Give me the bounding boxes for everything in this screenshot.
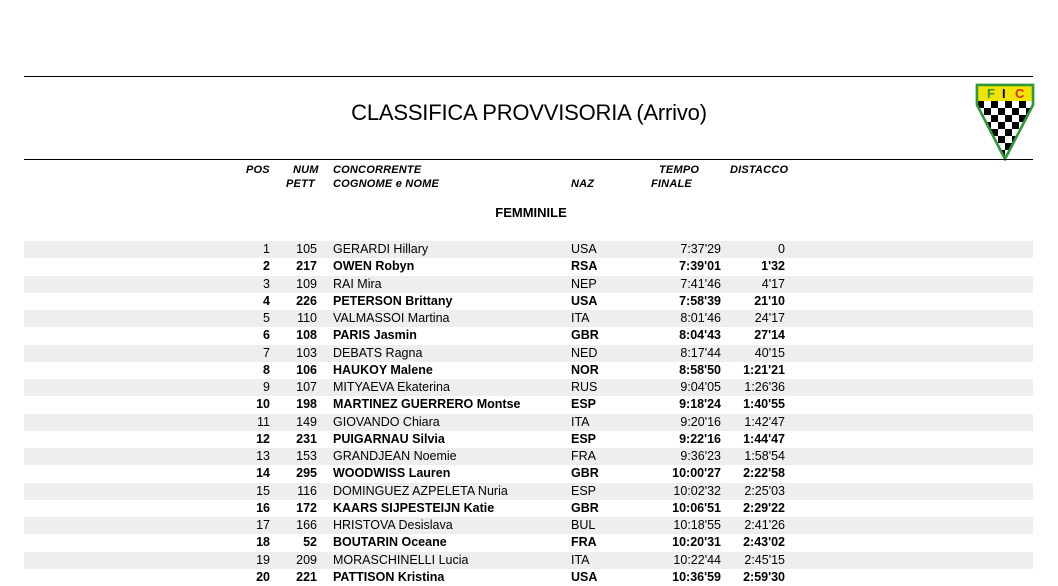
cell-pos: 3 [263, 276, 270, 291]
cell-bib: 107 [296, 380, 317, 394]
header-pos: POS [246, 164, 270, 176]
cell-gap: 1:42'47 [744, 414, 785, 429]
cell-bib: 166 [296, 518, 317, 532]
cell-bib: 109 [296, 276, 317, 291]
cell-time: 7:37'29 [680, 242, 721, 256]
cell-pos: 1 [263, 242, 270, 256]
table-row [24, 379, 1033, 396]
cell-time: 10:22'44 [673, 552, 721, 567]
table-row [24, 569, 1033, 586]
cell-nation: ESP [571, 431, 597, 446]
header-concorrente: CONCORRENTE [333, 164, 422, 176]
cell-pos: 20 [256, 569, 270, 584]
cell-name: BOUTARIN Oceane [333, 535, 447, 550]
cell-gap: 27'14 [754, 328, 785, 343]
cell-nation: GBR [571, 466, 599, 481]
cell-time: 10:36'59 [672, 569, 721, 584]
cell-pos: 6 [263, 328, 270, 343]
cell-time: 10:20'31 [672, 535, 721, 550]
cell-gap: 40'15 [754, 345, 785, 360]
cell-time: 7:58'39 [679, 293, 721, 308]
cell-gap: 21'10 [754, 293, 785, 308]
cell-nation: FRA [571, 449, 596, 463]
cell-pos: 15 [256, 483, 270, 498]
cell-name: HAUKOY Malene [333, 362, 433, 377]
cell-gap: 2:41'26 [744, 518, 785, 532]
cell-bib: 198 [296, 397, 317, 412]
cell-nation: BUL [571, 518, 596, 532]
cell-nation: ITA [571, 311, 590, 325]
cell-bib: 108 [296, 328, 317, 343]
cell-bib: 231 [296, 431, 317, 446]
cell-gap: 2:22'58 [743, 466, 785, 481]
cell-time: 9:22'16 [679, 431, 721, 446]
table-row [24, 552, 1033, 569]
table-row [24, 500, 1033, 517]
header-distacco: DISTACCO [730, 164, 789, 176]
cell-name: PETERSON Brittany [333, 293, 453, 308]
cell-name: PATTISON Kristina [333, 569, 445, 584]
cell-nation: FRA [571, 535, 597, 550]
cell-name: DEBATS Ragna [333, 345, 423, 360]
cell-pos: 7 [263, 345, 270, 360]
results-table [24, 241, 1033, 586]
cell-nation: USA [571, 293, 598, 308]
cell-bib: 221 [296, 569, 317, 584]
cell-gap: 1:44'47 [743, 431, 785, 446]
cell-pos: 2 [263, 259, 270, 274]
cell-pos: 11 [257, 414, 270, 429]
cell-name: PUIGARNAU Silvia [333, 431, 445, 446]
top-rule [24, 76, 1033, 77]
cell-name: VALMASSOI Martina [333, 311, 450, 325]
cell-gap: 1:40'55 [743, 397, 785, 412]
table-row [24, 362, 1033, 379]
fic-logo-icon [975, 83, 1035, 161]
cell-gap: 1:26'36 [744, 380, 785, 394]
cell-bib: 209 [296, 552, 317, 567]
cell-gap: 24'17 [754, 311, 785, 325]
section-title: FEMMINILE [495, 205, 567, 220]
cell-time: 10:02'32 [673, 483, 721, 498]
cell-pos: 16 [256, 500, 270, 515]
cell-name: WOODWISS Lauren [333, 466, 451, 481]
cell-pos: 12 [256, 431, 270, 446]
cell-time: 10:18'55 [673, 518, 721, 532]
cell-name: GIOVANDO Chiara [333, 414, 440, 429]
table-row [24, 241, 1033, 258]
cell-nation: GBR [571, 500, 599, 515]
cell-nation: USA [571, 569, 598, 584]
cell-gap: 1'32 [761, 259, 785, 274]
table-row [24, 276, 1033, 293]
page-title: CLASSIFICA PROVVISORIA (Arrivo) [351, 100, 707, 125]
cell-gap: 0 [778, 242, 785, 256]
table-row [24, 534, 1033, 551]
cell-pos: 19 [256, 552, 270, 567]
cell-nation: NED [571, 345, 598, 360]
cell-name: GERARDI Hillary [333, 242, 429, 256]
cell-time: 9:20'16 [680, 414, 721, 429]
cell-nation: RSA [571, 259, 598, 274]
cell-bib: 153 [296, 449, 317, 463]
svg-text:I: I [1002, 86, 1006, 101]
cell-pos: 9 [263, 380, 270, 394]
cell-gap: 2:29'22 [743, 500, 785, 515]
cell-pos: 14 [256, 466, 270, 481]
header-naz: NAZ [571, 178, 595, 190]
cell-nation: ITA [571, 552, 590, 567]
cell-name: PARIS Jasmin [333, 328, 417, 343]
cell-name: HRISTOVA Desislava [333, 518, 453, 532]
cell-time: 8:01'46 [680, 311, 721, 325]
cell-gap: 2:43'02 [743, 535, 785, 550]
cell-pos: 8 [263, 362, 270, 377]
table-row [24, 258, 1033, 275]
cell-pos: 17 [256, 518, 270, 532]
cell-time: 7:41'46 [680, 276, 721, 291]
svg-text:C: C [1015, 86, 1025, 101]
cell-gap: 1:21'21 [743, 362, 785, 377]
table-row [24, 448, 1033, 465]
cell-gap: 2:59'30 [743, 569, 785, 584]
svg-text:F: F [987, 86, 995, 101]
cell-time: 10:00'27 [672, 466, 721, 481]
cell-time: 9:04'05 [680, 380, 721, 394]
cell-bib: 295 [296, 466, 317, 481]
cell-name: MARTINEZ GUERRERO Montse [333, 397, 521, 412]
cell-time: 8:17'44 [680, 345, 721, 360]
table-row [24, 396, 1033, 413]
cell-name: MORASCHINELLI Lucia [333, 552, 469, 567]
header-num: NUM [293, 164, 319, 176]
cell-bib: 106 [296, 362, 317, 377]
cell-nation: RUS [571, 380, 598, 394]
table-row [24, 465, 1033, 482]
cell-nation: NOR [571, 362, 599, 377]
cell-pos: 10 [256, 397, 270, 412]
cell-time: 10:06'51 [672, 500, 721, 515]
header-pett: PETT [286, 178, 315, 190]
cell-name: GRANDJEAN Noemie [333, 449, 457, 463]
table-row [24, 293, 1033, 310]
table-row [24, 517, 1033, 534]
cell-time: 8:58'50 [679, 362, 721, 377]
table-row [24, 327, 1033, 344]
cell-bib: 172 [296, 500, 317, 515]
cell-gap: 2:25'03 [744, 483, 785, 498]
cell-pos: 13 [256, 449, 270, 463]
table-row [24, 345, 1033, 362]
cell-bib: 52 [303, 535, 317, 550]
cell-name: MITYAEVA Ekaterina [333, 380, 450, 394]
cell-pos: 18 [256, 535, 270, 550]
cell-nation: ESP [571, 483, 597, 498]
table-row [24, 483, 1033, 500]
cell-time: 9:36'23 [680, 449, 721, 463]
cell-bib: 226 [296, 293, 317, 308]
cell-gap: 4'17 [761, 276, 785, 291]
cell-gap: 2:45'15 [744, 552, 785, 567]
cell-name: RAI Mira [333, 276, 382, 291]
header-cognome-nome: COGNOME e NOME [333, 178, 440, 190]
table-row [24, 414, 1033, 431]
cell-nation: ITA [571, 414, 590, 429]
cell-nation: GBR [571, 328, 599, 343]
cell-nation: NEP [571, 276, 597, 291]
cell-bib: 149 [296, 414, 317, 429]
header-finale: FINALE [651, 178, 692, 190]
cell-bib: 103 [296, 345, 317, 360]
cell-name: DOMINGUEZ AZPELETA Nuria [333, 483, 508, 498]
cell-time: 7:39'01 [679, 259, 721, 274]
table-row [24, 431, 1033, 448]
cell-time: 8:04'43 [679, 328, 721, 343]
cell-name: KAARS SIJPESTEIJN Katie [333, 500, 495, 515]
cell-time: 9:18'24 [679, 397, 721, 412]
cell-bib: 105 [296, 242, 317, 256]
cell-bib: 217 [296, 259, 317, 274]
cell-pos: 4 [263, 293, 270, 308]
cell-pos: 5 [263, 311, 270, 325]
cell-bib: 116 [297, 483, 317, 498]
cell-nation: ESP [571, 397, 597, 412]
header-rule [24, 159, 1033, 160]
table-row [24, 310, 1033, 327]
cell-nation: USA [571, 242, 597, 256]
cell-bib: 110 [297, 311, 317, 325]
cell-gap: 1:58'54 [744, 449, 785, 463]
cell-name: OWEN Robyn [333, 259, 415, 274]
header-tempo: TEMPO [659, 164, 700, 176]
